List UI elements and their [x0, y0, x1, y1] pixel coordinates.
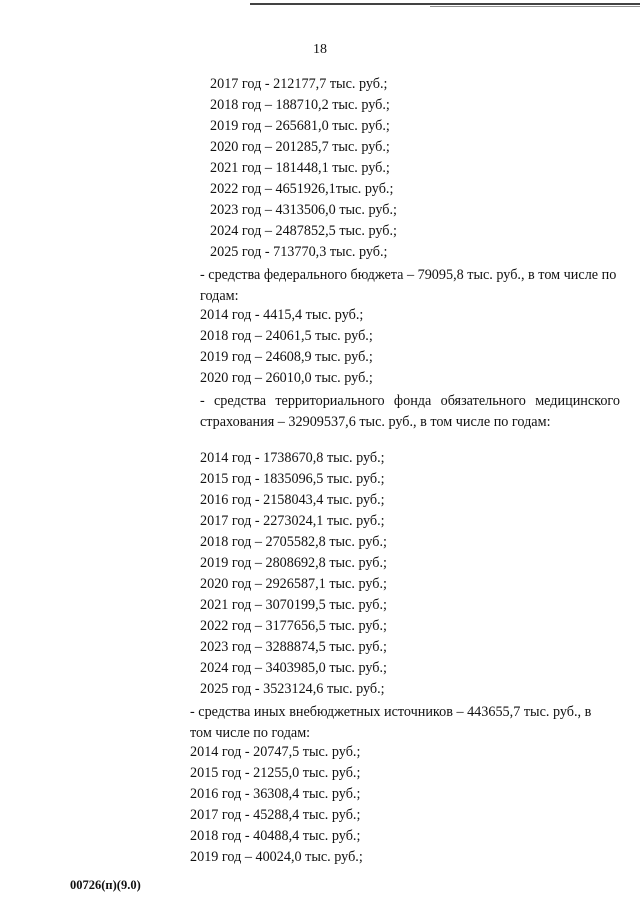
- year-line: 2014 год - 20747,5 тыс. руб.;: [190, 744, 361, 760]
- year-line: 2024 год – 3403985,0 тыс. руб.;: [200, 660, 387, 676]
- year-line: 2022 год – 4651926,1тыс. руб.;: [210, 181, 394, 197]
- year-line: 2019 год – 24608,9 тыс. руб.;: [200, 349, 373, 365]
- year-line: 2015 год - 1835096,5 тыс. руб.;: [200, 471, 385, 487]
- year-line: 2015 год - 21255,0 тыс. руб.;: [190, 765, 361, 781]
- year-line: 2023 год – 4313506,0 тыс. руб.;: [210, 202, 397, 218]
- year-line: 2025 год - 713770,3 тыс. руб.;: [210, 244, 388, 260]
- year-line: 2019 год – 265681,0 тыс. руб.;: [210, 118, 390, 134]
- year-line: 2016 год - 2158043,4 тыс. руб.;: [200, 492, 385, 508]
- year-line: 2018 год - 40488,4 тыс. руб.;: [190, 828, 361, 844]
- year-line: 2024 год – 2487852,5 тыс. руб.;: [210, 223, 397, 239]
- scan-edge-line: [430, 6, 640, 7]
- year-line: 2020 год – 26010,0 тыс. руб.;: [200, 370, 373, 386]
- document-code: 00726(п)(9.0): [70, 878, 141, 892]
- year-line: 2023 год – 3288874,5 тыс. руб.;: [200, 639, 387, 655]
- year-line: 2016 год - 36308,4 тыс. руб.;: [190, 786, 361, 802]
- territorial-fund-paragraph: - средства территориального фонда обязательного медицинского страхования – 32909537,6 тыс. руб., в том числе по годам:: [200, 393, 620, 430]
- year-line: 2017 год - 45288,4 тыс. руб.;: [190, 807, 361, 823]
- year-line: 2018 год – 24061,5 тыс. руб.;: [200, 328, 373, 344]
- year-line: 2017 год - 2273024,1 тыс. руб.;: [200, 513, 385, 529]
- year-line: 2019 год – 40024,0 тыс. руб.;: [190, 849, 363, 865]
- year-line: 2018 год – 188710,2 тыс. руб.;: [210, 97, 390, 113]
- year-line: 2021 год – 3070199,5 тыс. руб.;: [200, 597, 387, 613]
- year-line: 2020 год – 2926587,1 тыс. руб.;: [200, 576, 387, 592]
- year-line: 2025 год - 3523124,6 тыс. руб.;: [200, 681, 385, 697]
- scan-edge-line: [250, 3, 640, 5]
- year-line: 2017 год - 212177,7 тыс. руб.;: [210, 76, 388, 92]
- year-line: 2021 год – 181448,1 тыс. руб.;: [210, 160, 390, 176]
- other-sources-paragraph: - средства иных внебюджетных источников – 443655,7 тыс. руб., в том числе по годам:: [190, 704, 592, 741]
- year-line: 2014 год - 4415,4 тыс. руб.;: [200, 307, 364, 323]
- year-line: 2018 год – 2705582,8 тыс. руб.;: [200, 534, 387, 550]
- year-line: 2020 год – 201285,7 тыс. руб.;: [210, 139, 390, 155]
- year-line: 2019 год – 2808692,8 тыс. руб.;: [200, 555, 387, 571]
- year-line: 2022 год – 3177656,5 тыс. руб.;: [200, 618, 387, 634]
- federal-budget-paragraph: - средства федерального бюджета – 79095,8 тыс. руб., в том числе по годам:: [200, 267, 617, 304]
- year-line: 2014 год - 1738670,8 тыс. руб.;: [200, 450, 385, 466]
- page-number: 18: [313, 42, 327, 57]
